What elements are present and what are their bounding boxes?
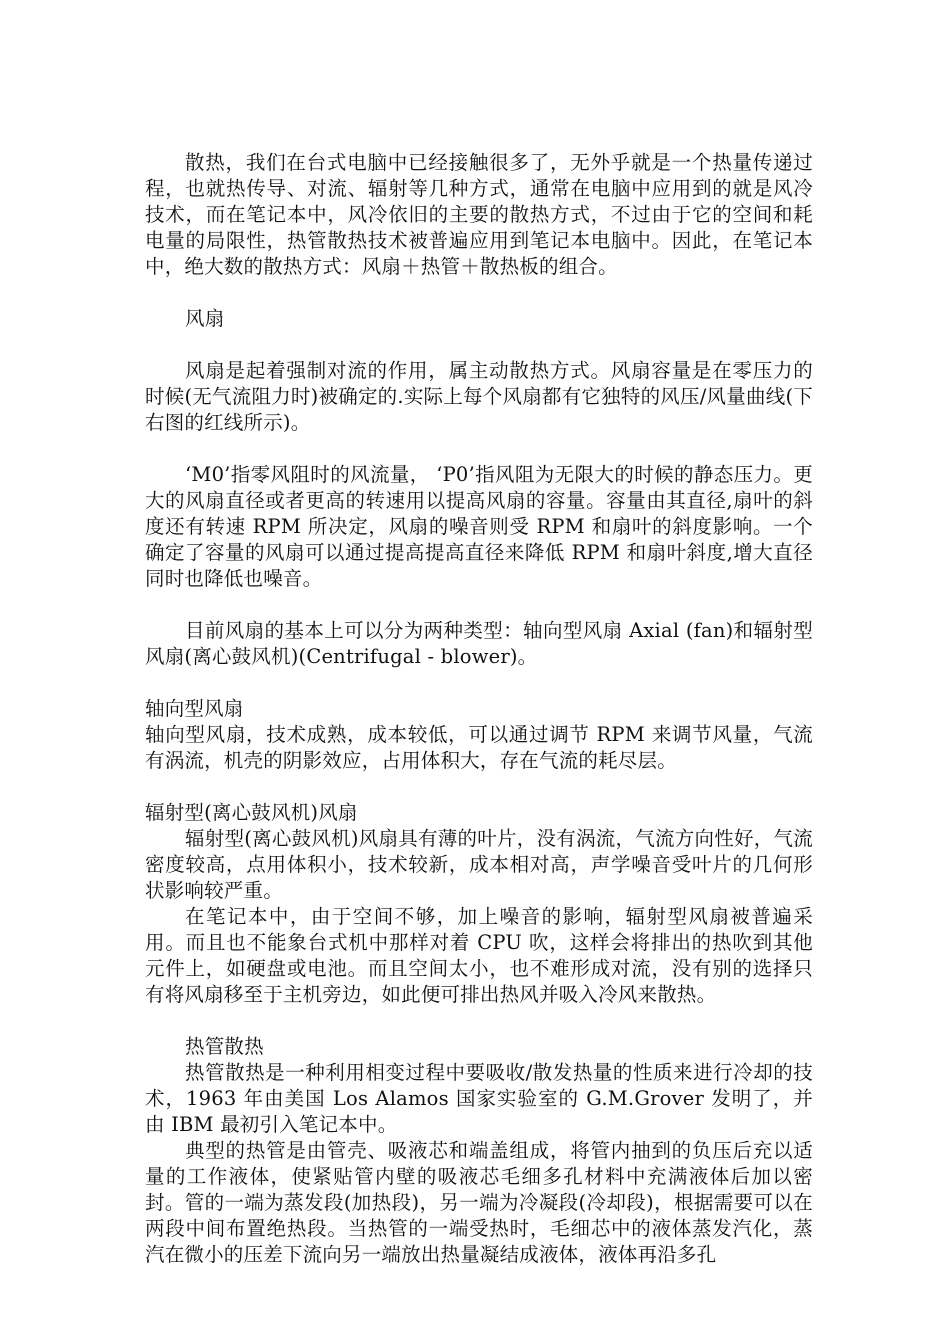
intro-paragraph: 散热，我们在台式电脑中已经接触很多了，无外乎就是一个热量传递过程，也就热传导、对流、辐射等几种方式，通常在电脑中应用到的就是风冷技术，而在笔记本中，风冷依旧的主要的散热方式，不过由于它的空间和耗电量的局限性，热管散热技术被普遍应用到笔记本电脑中。因此，在笔记本中，绝大数的散热方式：风扇＋热管＋散热板的组合。 (145, 151, 813, 278)
radial-fan-paragraph-2: 在笔记本中，由于空间不够，加上噪音的影响，辐射型风扇被普遍采用。而且也不能象台式机中那样对着 CPU 吹，这样会将排出的热吹到其他元件上，如硬盘或电池。而且空间太小，也不难形成对流，没有别的选择只有将风扇移至于主机旁边，如此便可排出热风并吸入冷风来散热。 (145, 905, 813, 1006)
fan-paragraph-2: ‘M0’指零风阻时的风流量， ‘P0’指风阻为无限大的时候的静态压力。更大的风扇直径或者更高的转速用以提高风扇的容量。容量由其直径,扇叶的斜度还有转速 RPM 所决定，风扇的噪音则受 RPM 和扇叶的斜度影响。一个确定了容量的风扇可以通过提高提高直径来降低 RPM 和扇叶斜度,增大直径同时也降低也噪音。 (145, 463, 813, 590)
radial-fan-heading: 辐射型(离心鼓风机)风扇 (145, 801, 358, 824)
fan-paragraph-3: 目前风扇的基本上可以分为两种类型：轴向型风扇 Axial (fan)和辐射型风扇(离心鼓风机)(Centrifugal - blower)。 (145, 619, 813, 668)
axial-fan-paragraph: 轴向型风扇，技术成熟，成本较低，可以通过调节 RPM 来调节风量，气流有涡流，机壳的阴影效应，占用体积大，存在气流的耗尽层。 (145, 723, 813, 772)
heat-pipe-paragraph-2: 典型的热管是由管壳、吸液芯和端盖组成，将管内抽到的负压后充以适量的工作液体，使紧贴管内壁的吸液芯毛细多孔材料中充满液体后加以密封。管的一端为蒸发段(加热段)，另一端为冷凝段(冷却段)，根据需要可以在两段中间布置绝热段。当热管的一端受热时，毛细芯中的液体蒸发汽化，蒸汽在微小的压差下流向另一端放出热量凝结成液体，液体再沿多孔 (145, 1139, 813, 1266)
heat-pipe-heading: 热管散热 (185, 1035, 264, 1058)
fan-paragraph-1: 风扇是起着强制对流的作用，属主动散热方式。风扇容量是在零压力的时候(无气流阻力时)被确定的.实际上每个风扇都有它独特的风压/风量曲线(下右图的红线所示)。 (145, 359, 813, 434)
axial-fan-heading: 轴向型风扇 (145, 697, 244, 720)
heat-pipe-paragraph-1: 热管散热是一种利用相变过程中要吸收/散发热量的性质来进行冷却的技术，1963 年由美国 Los Alamos 国家实验室的 G.M.Grover 发明了，并由 IBM 最初引入笔记本中。 (145, 1061, 813, 1136)
document-body (145, 150, 813, 1268)
radial-fan-paragraph-1: 辐射型(离心鼓风机)风扇具有薄的叶片，没有涡流，气流方向性好，气流密度较高，点用体积小，技术较新，成本相对高，声学噪音受叶片的几何形状影响较严重。 (145, 827, 813, 902)
fan-heading: 风扇 (185, 307, 225, 330)
